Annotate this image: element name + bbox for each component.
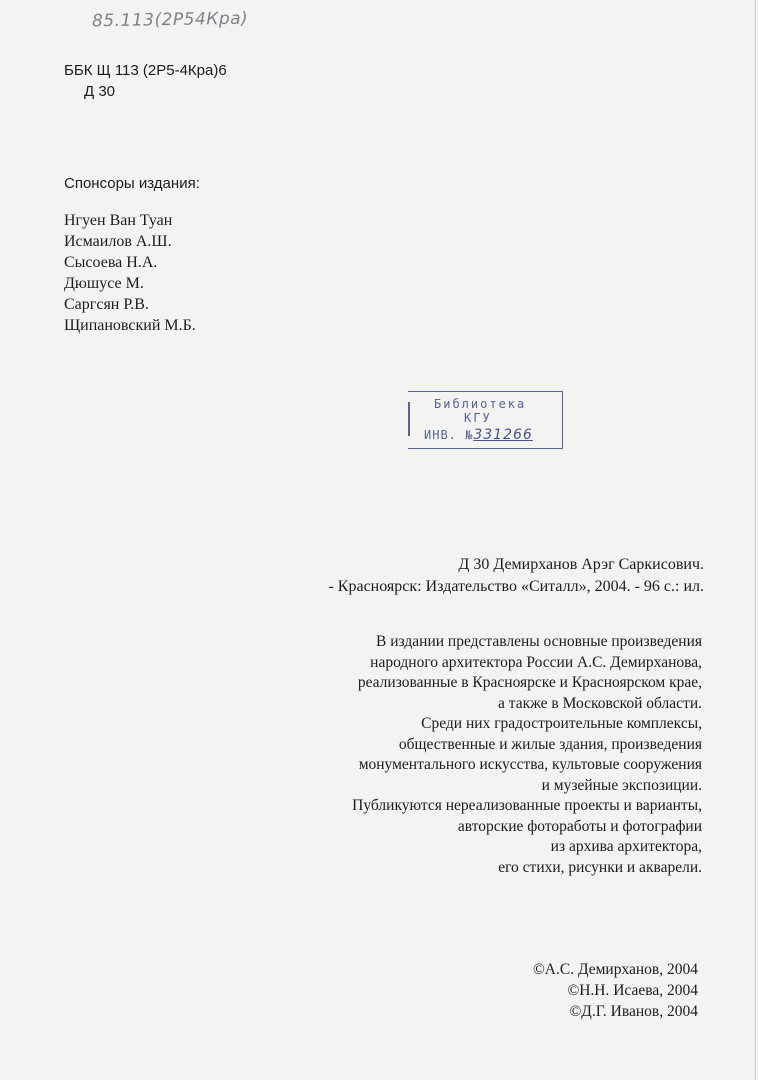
annotation-line: общественные и жилые здания, произведения: [398, 735, 702, 753]
sponsors-heading: Спонсоры издания:: [64, 175, 200, 192]
annotation-line: авторские фоторaботы и фотографии: [457, 817, 702, 835]
sponsor-name: Щипановский М.Б.: [64, 317, 196, 334]
author-mark: Д 30: [84, 83, 116, 100]
handwritten-note: 85.113(2Р54Кра): [91, 8, 249, 32]
annotation-line: и музейные экспозиции.: [541, 776, 702, 794]
annotation-line: монументального искусства, культовые сооружения: [358, 756, 702, 773]
sponsor-name: Исмаилов А.Ш.: [64, 233, 172, 250]
sponsor-name: Сысоева Н.А.: [64, 254, 158, 271]
annotation-line: В издании представлены основные произведения: [376, 633, 702, 650]
sponsors-list: [64, 210, 200, 336]
stamp-inventory-prefix: ИНВ. №: [424, 428, 474, 442]
stamp-inventory-line: [424, 427, 533, 443]
sponsor-name: Дюшусе М.: [64, 275, 144, 292]
annotation-line: из архива архитектора,: [550, 838, 702, 855]
annotation-line: а также в Московской области.: [498, 694, 702, 712]
annotation-line: Среди них градостроительные комплексы,: [421, 715, 702, 732]
stamp-university-label: КГУ: [464, 411, 492, 425]
sponsor-name: Нгуен Ван Туан: [64, 212, 173, 229]
annotation-text: [352, 632, 702, 878]
stamp-inventory-number: 331266: [473, 427, 533, 443]
annotation-line: его стихи, рисунки и акварели.: [498, 858, 702, 876]
catalog-publisher-line: - Красноярск: Издательство «Ситалл», 2004. - 96 с.: ил.: [328, 578, 704, 595]
copyright-line: ©А.С. Демирханов, 2004: [533, 961, 698, 978]
copyright-block: [533, 959, 698, 1022]
stamp-library-label: Библиотека: [434, 397, 527, 411]
copyright-line: ©Д.Г. Иванов, 2004: [569, 1003, 698, 1020]
sponsors-block: [64, 175, 200, 336]
page-edge: [755, 0, 756, 1080]
sponsor-name: Саргсян Р.В.: [64, 296, 149, 313]
annotation-line: народного архитектора России А.С. Демирханова,: [370, 653, 702, 671]
stamp-border-tick: [408, 402, 410, 436]
library-stamp: [408, 391, 563, 449]
annotation-line: Публикуются нереализованные проекты и варианты,: [352, 797, 702, 814]
bbk-classification: [64, 60, 227, 102]
bbk-code: ББК Щ 113 (2Р5-4Кра)6: [64, 62, 227, 79]
annotation-line: реализованные в Красноярске и Красноярском крае,: [357, 674, 702, 691]
catalog-entry: [328, 554, 704, 598]
copyright-line: ©Н.Н. Исаева, 2004: [567, 982, 698, 999]
catalog-author-line: Д 30 Демирханов Арэг Саркисович.: [458, 556, 704, 573]
